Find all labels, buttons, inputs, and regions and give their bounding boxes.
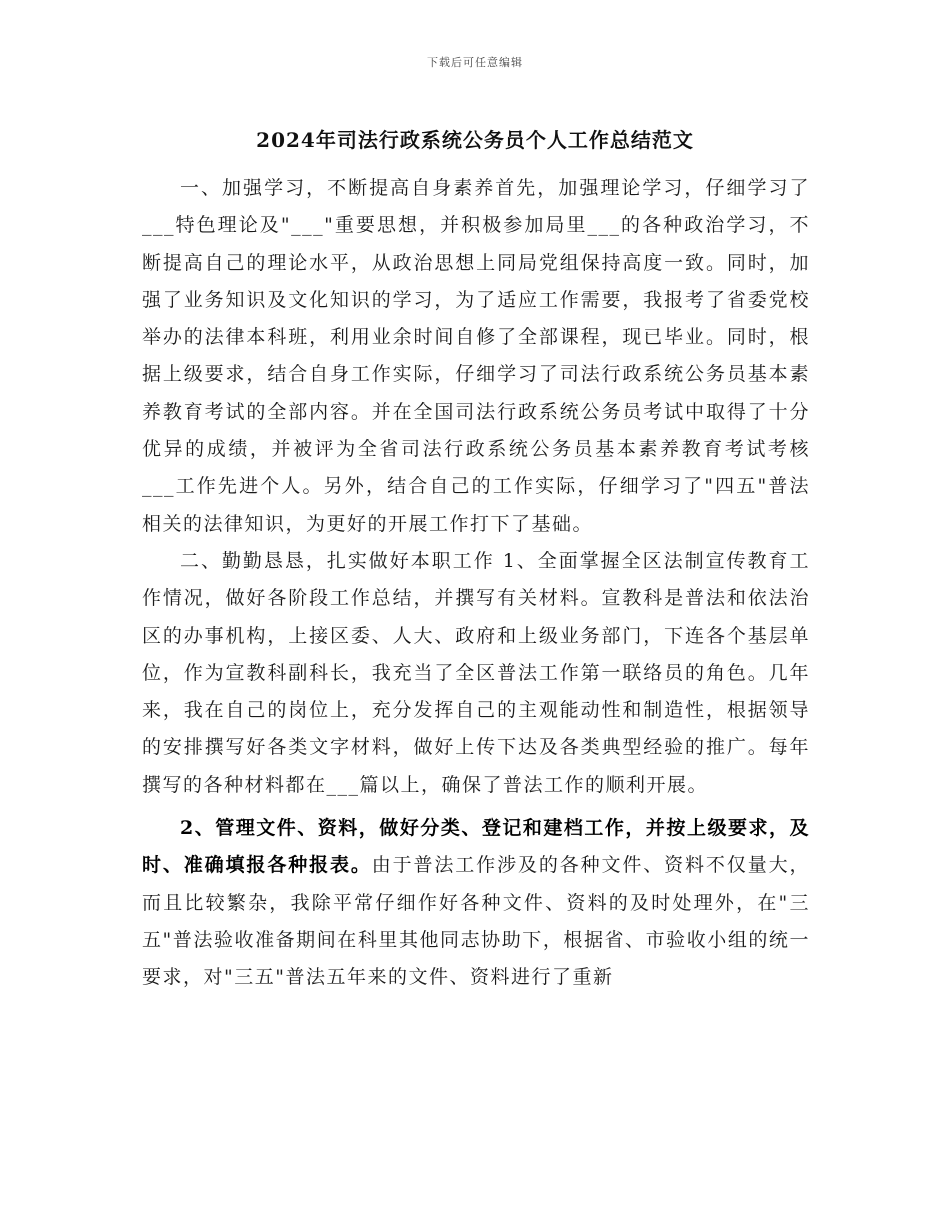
paragraph-text: 二、勤勤恳恳，扎实做好本职工作 1、全面掌握全区法制宣传教育工作情况，做好各阶段工作总结，并撰写有关材料。宣教科是普法和依法治区的办事机构，上接区委、人大、政府和上级业务部门，下连各个基层单位，作为宣教科副科长，我充当了全区普法工作第一联络员的角色。几年来，我在自己的岗位上，充分发挥自己的主观能动性和制造性，根据领导的安排撰写好各类文字材料，做好上传下达及各类典型经验的推广。每年撰写的各种材料都在___篇以上，确保了普法工作的顺利开展。 [142,549,810,796]
document-body [142,170,810,997]
paragraph-text: 一、加强学习，不断提高自身素养首先，加强理论学习，仔细学习了___特色理论及"___"重要思想，并积极参加局里___的各种政治学习，不断提高自己的理论水平，从政治思想上同局党组保持高度一致。同时，加强了业务知识及文化知识的学习，为了适应工作需要，我报考了省委党校举办的法律本科班，利用业余时间自修了全部课程，现已毕业。同时，根据上级要求，结合自身工作实际，仔细学习了司法行政系统公务员基本素养教育考试的全部内容。并在全国司法行政系统公务员考试中取得了十分优异的成绩，并被评为全省司法行政系统公务员基本素养教育考试考核___工作先进个人。另外，结合自己的工作实际，仔细学习了"四五"普法相关的法律知识，为更好的开展工作打下了基础。 [142,177,810,535]
document-title: 2024年司法行政系统公务员个人工作总结范文 [256,128,694,152]
paragraph-text: 由于普法工作涉及的各种文件、资料不仅量大，而且比较繁杂，我除平常仔细作好各种文件、资料的及时处理外，在"三五"普法验收准备期间在科里其他同志协助下，根据省、市验收小组的统一要求，对"三五"普法五年来的文件、资料进行了重新 [142,854,810,989]
header-note: 下载后可任意编辑 [427,56,523,69]
paragraph-3 [142,810,810,996]
paragraph-lead: 2、管理文件、资料，做好分类、登记和建档工作，并按上级要求，及时、准确填报各种报表。 [142,817,810,877]
paragraph-1 [142,170,810,543]
paragraph-2 [142,543,810,804]
